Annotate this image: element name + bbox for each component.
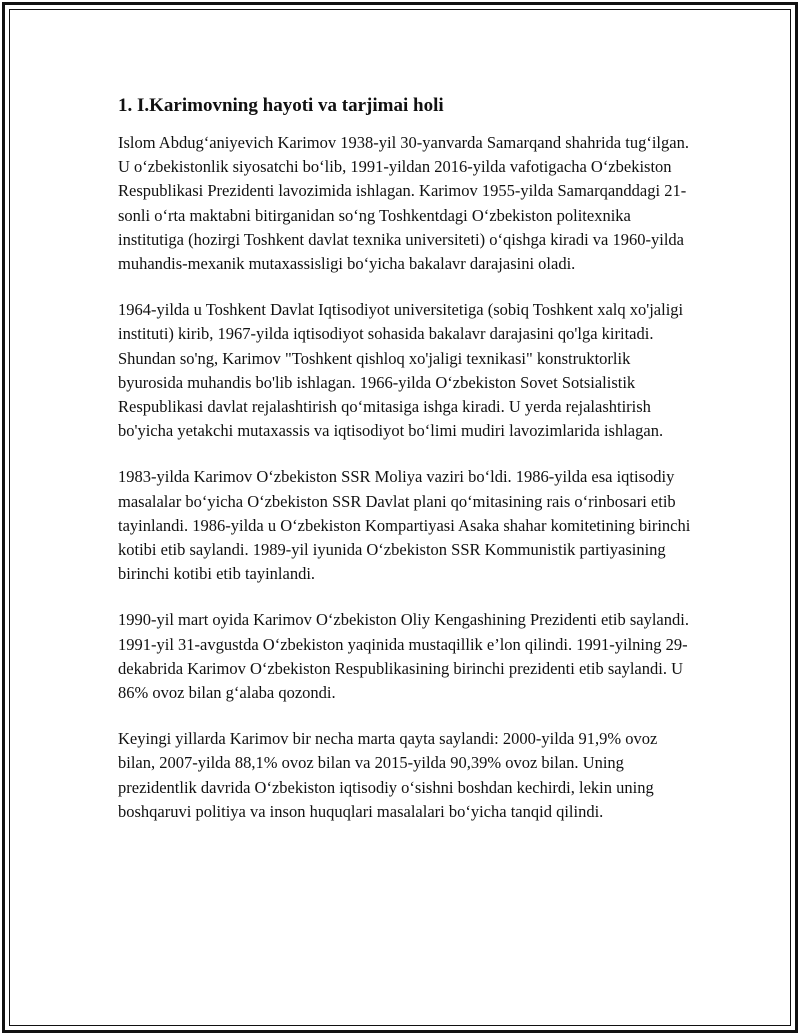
paragraph-5: Keyingi yillarda Karimov bir necha marta qayta saylandi: 2000-yilda 91,9% ovoz bilan, 2007-yilda 88,1% ovoz bilan va 2015-yilda 90,39% ovoz bilan. Uning prezidentlik davrida O‘zbekiston iqtisodiy o‘sishni boshdan kechirdi, lekin uning boshqaruvi politiya va inson huquqlari masalalari bo‘yicha tanqid qilindi. [118,729,658,821]
paragraph-2: 1964-yilda u Toshkent Davlat Iqtisodiyot universitetiga (sobiq Toshkent xalq xo'jaligi instituti) kirib, 1967-yilda iqtisodiyot sohasida bakalavr darajasini qo'lga kiritadi. Shundan so'ng, Karimov "Toshkent qishloq xo'jaligi texnikasi" konstruktorlik byurosida muhandis bo'lib ishlagan. 1966-yilda O‘zbekiston Sovet Sotsialistik Respublikasi davlat rejalashtirish qo‘mitasiga ishga kiradi. U yerda rejalashtirish bo'yicha yetakchi mutaxassis va iqtisodiyot bo‘limi mudiri lavozimlarida ishlagan. [118,300,684,441]
paragraph-1: Islom Abdug‘aniyevich Karimov 1938-yil 30-yanvarda Samarqand shahrida tug‘ilgan. U o‘zbekistonlik siyosatchi bo‘lib, 1991-yildan 2016-yilda vafotigacha O‘zbekiston Respublikasi Prezidenti lavozimida ishlagan. Karimov 1955-yilda Samarqanddagi 21-sonli o‘rta maktabni bitirganidan so‘ng Toshkentdagi O‘zbekiston politexnika institutiga (hozirgi Toshkent davlat texnika universiteti) o‘qishga kiradi va 1960-yilda muhandis-mexanik mutaxassisligi bo‘yicha bakalavr darajasini oladi. [118,133,689,274]
section-heading: 1. I.Karimovning hayoti va tarjimai holi [118,95,444,116]
document-body [118,94,693,846]
paragraph-3: 1983-yilda Karimov O‘zbekiston SSR Moliya vaziri bo‘ldi. 1986-yilda esa iqtisodiy masalalar bo‘yicha O‘zbekiston SSR Davlat plani qo‘mitasining rais o‘rinbosari etib tayinlandi. 1986-yilda u O‘zbekiston Kompartiyasi Asaka shahar komitetining birinchi kotibi etib saylandi. 1989-yil iyunida O‘zbekiston SSR Kommunistik partiyasining birinchi kotibi etib tayinlandi. [118,467,691,584]
paragraph-4: 1990-yil mart oyida Karimov O‘zbekiston Oliy Kengashining Prezidenti etib saylandi. 1991-yil 31-avgustda O‘zbekiston yaqinida mustaqillik e’lon qilindi. 1991-yilning 29-dekabrida Karimov O‘zbekiston Respublikasining birinchi prezidenti etib saylandi. U 86% ovoz bilan g‘alaba qozondi. [118,610,689,703]
